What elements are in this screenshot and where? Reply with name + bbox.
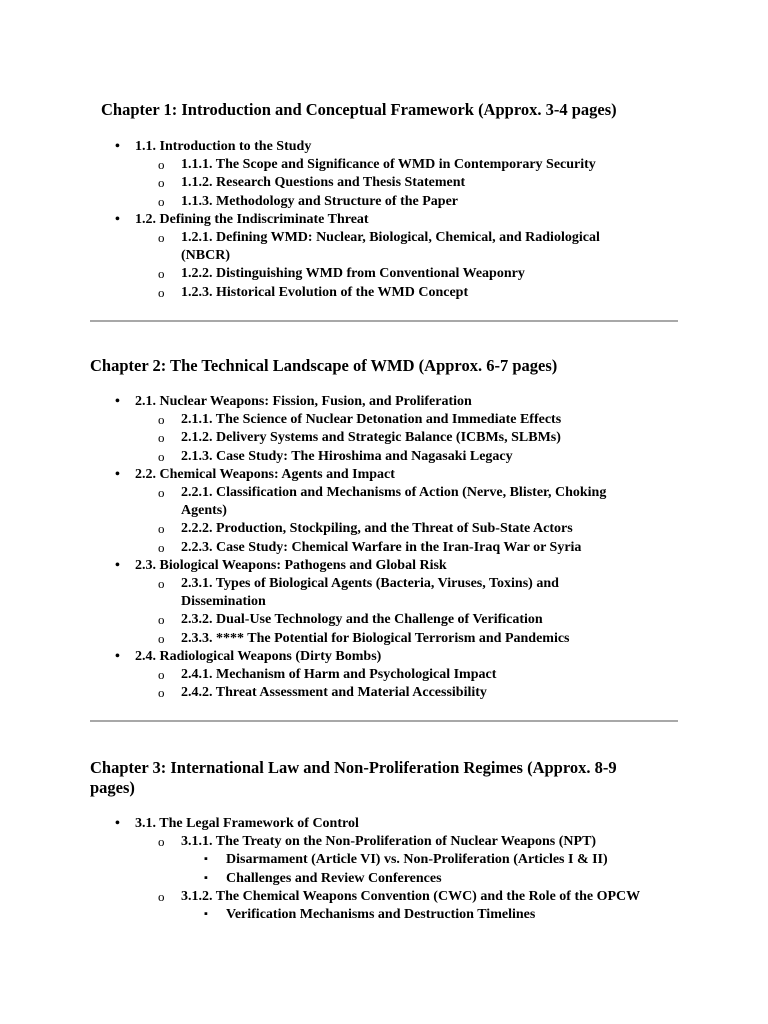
bullet-square: ▪ (204, 871, 208, 884)
subsection-label: 3.1.1. The Treaty on the Non-Proliferation of Nuclear Weapons (NPT) (181, 834, 597, 850)
bullet-dot: • (115, 557, 120, 573)
subsection-item (135, 611, 641, 629)
subsection-list (135, 156, 700, 211)
subsection-item (135, 539, 641, 557)
bullet-circle: o (158, 685, 165, 701)
subsubsection-list (181, 906, 701, 924)
subsection-item (135, 666, 641, 684)
bullet-circle: o (158, 630, 165, 646)
bullet-dot: • (115, 394, 120, 409)
bullet-dot: • (115, 139, 120, 154)
bullet-circle: o (158, 230, 165, 246)
section-label: 2.4. Radiological Weapons (Dirty Bombs) (135, 648, 382, 664)
section-label: 2.3. Biological Weapons: Pathogens and Global Risk (135, 557, 447, 573)
bullet-circle: o (158, 448, 165, 464)
chapter-1-title: Chapter 1: Introduction and Conceptual Framework (Approx. 3-4 pages) (101, 100, 617, 119)
subsection-list (135, 575, 700, 648)
bullet-circle: o (158, 157, 165, 173)
bullet-dot: • (115, 466, 120, 482)
subsection-item (135, 174, 641, 192)
subsubsection-item (181, 906, 701, 924)
subsubsection-item (181, 851, 701, 869)
bullet-square: ▪ (204, 908, 208, 921)
subsection-item (135, 833, 701, 888)
chapter-3-outline (0, 815, 700, 924)
subsection-label: 2.4.1. Mechanism of Harm and Psychological Impact (181, 667, 497, 683)
bullet-circle: o (158, 612, 165, 628)
chapter-2-outline (0, 393, 700, 702)
subsection-label: 2.3.3. **** The Potential for Biological Terrorism and Pandemics (181, 630, 570, 646)
bullet-circle: o (158, 430, 165, 446)
subsection-label: 2.3.2. Dual-Use Technology and the Challenge of Verification (181, 612, 543, 628)
section-2-4 (0, 648, 700, 703)
subsection-list (135, 411, 700, 466)
bullet-circle: o (158, 888, 165, 904)
section-3-1 (0, 815, 700, 924)
section-divider (90, 320, 678, 322)
section-1-2 (0, 211, 700, 302)
bullet-circle: o (158, 193, 165, 209)
subsection-list (135, 229, 700, 302)
bullet-circle: o (158, 521, 165, 537)
subsection-label: 2.1.1. The Science of Nuclear Detonation and Immediate Effects (181, 412, 562, 428)
bullet-circle: o (158, 485, 165, 501)
bullet-dot: • (115, 816, 120, 831)
subsection-item (135, 888, 701, 924)
subsection-item (135, 229, 641, 265)
section-2-3 (0, 557, 700, 648)
subsubsection-list (181, 851, 701, 887)
section-label: 1.1. Introduction to the Study (135, 139, 312, 154)
subsection-label: 1.2.3. Historical Evolution of the WMD Concept (181, 284, 469, 300)
bullet-circle: o (158, 834, 165, 850)
subsection-label: 1.2.1. Defining WMD: Nuclear, Biological, Chemical, and Radiological (NBCR) (181, 230, 600, 264)
section-divider (90, 720, 678, 722)
subsection-item (135, 193, 641, 211)
subsubsection-label: Verification Mechanisms and Destruction Timelines (226, 907, 536, 923)
subsection-label: 2.3.1. Types of Biological Agents (Bacteria, Viruses, Toxins) and Dissemination (181, 576, 559, 610)
subsection-item (135, 684, 641, 702)
bullet-circle: o (158, 539, 165, 555)
bullet-square: ▪ (204, 853, 208, 866)
subsection-label: 1.1.1. The Scope and Significance of WMD in Contemporary Security (181, 157, 596, 173)
bullet-circle: o (158, 175, 165, 191)
section-1-1 (0, 138, 700, 211)
subsubsection-label: Challenges and Review Conferences (226, 870, 442, 886)
chapter-2-title: Chapter 2: The Technical Landscape of WMD (Approx. 6-7 pages) (90, 356, 558, 375)
section-2-1 (0, 393, 700, 466)
subsection-label: 2.2.3. Case Study: Chemical Warfare in the Iran-Iraq War or Syria (181, 539, 582, 555)
bullet-circle: o (158, 576, 165, 592)
bullet-circle: o (158, 667, 165, 683)
subsection-item (135, 575, 641, 611)
subsection-label: 2.2.2. Production, Stockpiling, and the Threat of Sub-State Actors (181, 521, 573, 537)
subsection-item (135, 520, 641, 538)
bullet-circle: o (158, 266, 165, 282)
subsection-item (135, 284, 641, 302)
subsection-item (135, 429, 641, 447)
section-label: 2.2. Chemical Weapons: Agents and Impact (135, 466, 395, 482)
section-label: 2.1. Nuclear Weapons: Fission, Fusion, and Proliferation (135, 394, 472, 409)
subsection-item (135, 630, 641, 648)
subsubsection-item (181, 870, 701, 888)
section-label: 3.1. The Legal Framework of Control (135, 816, 359, 831)
chapter-1-outline (0, 138, 700, 302)
subsection-label: 1.2.2. Distinguishing WMD from Conventional Weaponry (181, 266, 525, 282)
bullet-circle: o (158, 284, 165, 300)
bullet-dot: • (115, 211, 120, 227)
subsection-item (135, 265, 641, 283)
subsection-label: 2.4.2. Threat Assessment and Material Accessibility (181, 685, 487, 701)
subsection-list (135, 666, 700, 702)
subsection-label: 2.2.1. Classification and Mechanisms of Action (Nerve, Blister, Choking Agents) (181, 485, 607, 519)
subsection-item (135, 411, 641, 429)
subsection-item (135, 448, 641, 466)
subsubsection-label: Disarmament (Article VI) vs. Non-Proliferation (Articles I & II) (226, 852, 608, 868)
bullet-dot: • (115, 648, 120, 664)
chapter-3-title: Chapter 3: International Law and Non-Proliferation Regimes (Approx. 8-9 pages) (90, 758, 617, 797)
subsection-item (135, 156, 641, 174)
subsection-label: 1.1.2. Research Questions and Thesis Statement (181, 175, 466, 191)
bullet-circle: o (158, 412, 165, 428)
subsection-list (135, 484, 700, 557)
subsection-label: 3.1.2. The Chemical Weapons Convention (CWC) and the Role of the OPCW (181, 888, 641, 904)
subsection-label: 2.1.2. Delivery Systems and Strategic Balance (ICBMs, SLBMs) (181, 430, 561, 446)
subsection-list (135, 833, 700, 924)
section-label: 1.2. Defining the Indiscriminate Threat (135, 211, 369, 227)
subsection-label: 2.1.3. Case Study: The Hiroshima and Nagasaki Legacy (181, 448, 513, 464)
subsection-label: 1.1.3. Methodology and Structure of the Paper (181, 193, 458, 209)
section-2-2 (0, 466, 700, 557)
subsection-item (135, 484, 641, 520)
